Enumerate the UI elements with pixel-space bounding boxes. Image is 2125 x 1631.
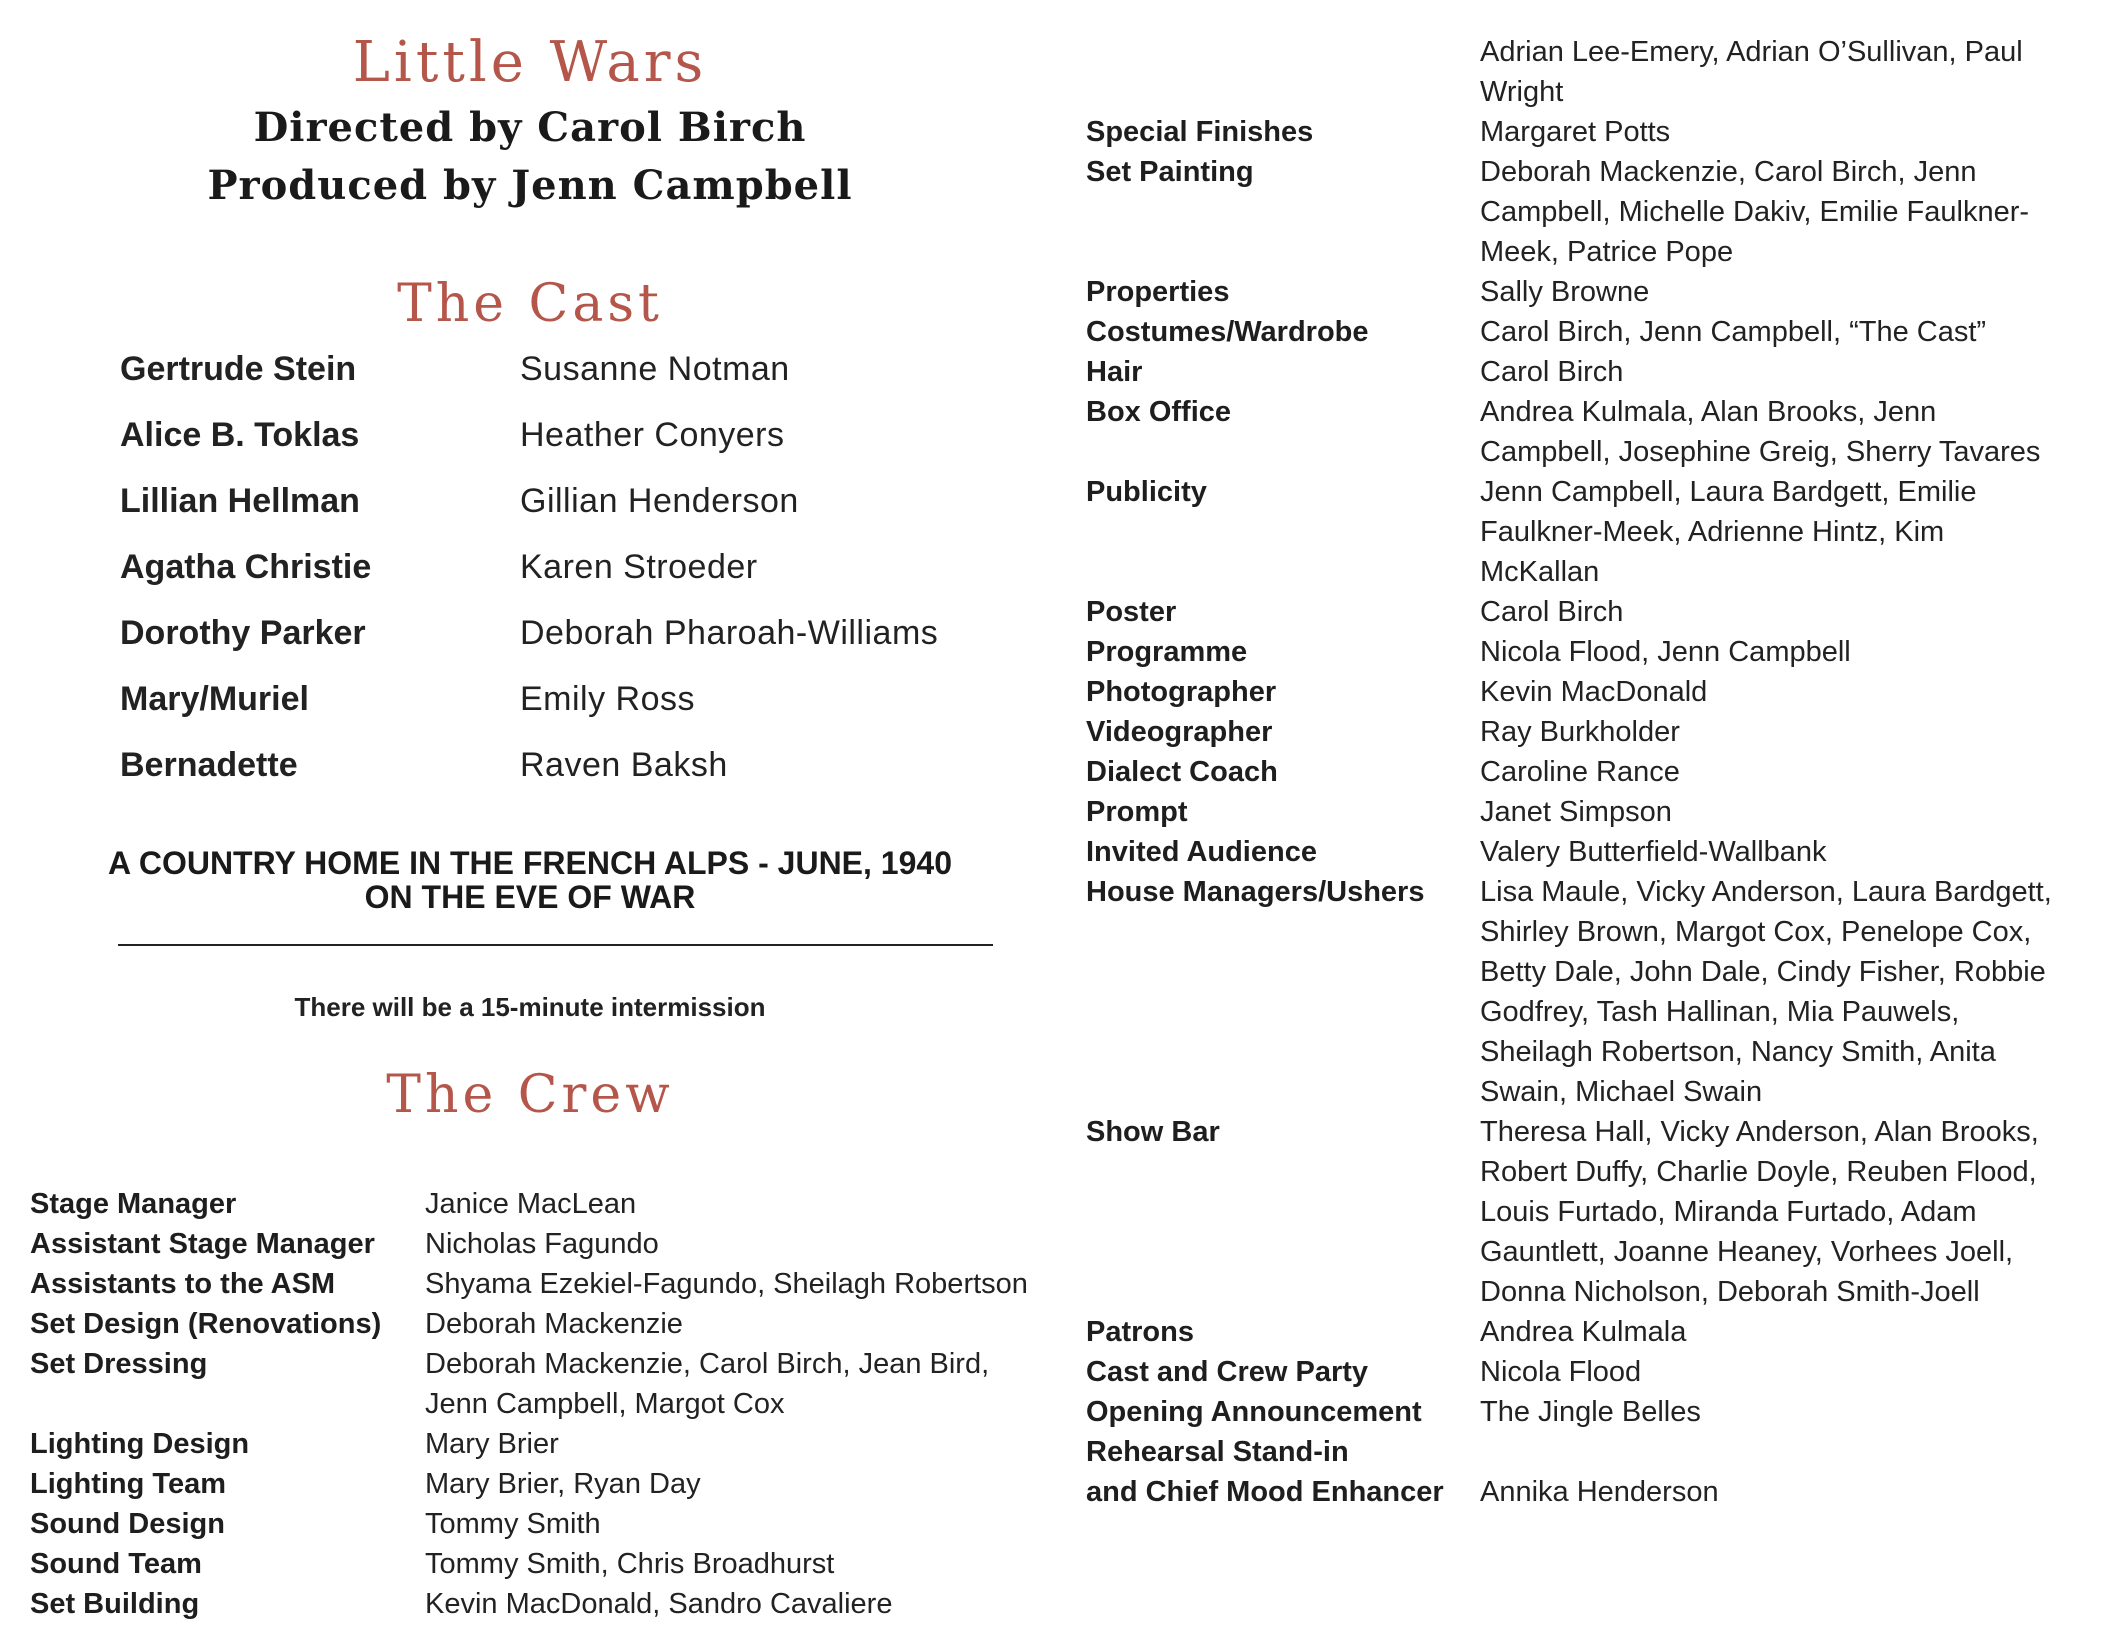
- crew-row: [30, 1224, 1080, 1264]
- crew-names: Andrea Kulmala: [1480, 1316, 1687, 1348]
- crew-names: Nicholas Fagundo: [425, 1228, 659, 1260]
- crew-row: [30, 1464, 1080, 1504]
- crew-role: Poster: [1086, 596, 1177, 628]
- crew-names: Janet Simpson: [1480, 796, 1672, 828]
- crew-names: Deborah Mackenzie: [425, 1308, 683, 1340]
- crew-row: [1086, 832, 2116, 872]
- crew-names: Andrea Kulmala, Alan Brooks, Jenn Campbell, Josephine Greig, Sherry Tavares: [1480, 396, 2041, 468]
- crew-names: Deborah Mackenzie, Carol Birch, Jenn Campbell, Michelle Dakiv, Emilie Faulkner-Meek, Patrice Pope: [1480, 156, 2030, 268]
- cast-actor: Gillian Henderson: [520, 482, 799, 520]
- crew-role: Sound Team: [30, 1548, 202, 1580]
- crew-names: Valery Butterfield-Wallbank: [1480, 836, 1827, 868]
- crew-row: [1086, 1392, 2116, 1432]
- crew-role: Assistants to the ASM: [30, 1268, 336, 1300]
- setting-line-1: A COUNTRY HOME IN THE FRENCH ALPS - JUNE, 1940: [108, 845, 952, 881]
- crew-names: Nicola Flood, Jenn Campbell: [1480, 636, 1851, 668]
- crew-names: Janice MacLean: [425, 1188, 637, 1220]
- crew-role: Publicity: [1086, 476, 1207, 508]
- cast-actor: Susanne Notman: [520, 350, 790, 388]
- crew-role: Stage Manager: [30, 1188, 237, 1220]
- crew-row: [30, 1344, 1080, 1424]
- crew-role: Patrons: [1086, 1316, 1194, 1348]
- crew-names: Ray Burkholder: [1480, 716, 1680, 748]
- crew-row: [1086, 1312, 2116, 1352]
- crew-role: Prompt: [1086, 796, 1188, 828]
- crew-names: [1480, 1432, 2060, 1472]
- crew-role: Special Finishes: [1086, 116, 1314, 148]
- cast-heading: The Cast: [397, 274, 663, 334]
- crew-row: [1086, 1112, 2116, 1312]
- crew-names: Annika Henderson: [1480, 1476, 1719, 1508]
- crew-row: [1086, 672, 2116, 712]
- crew-list-right: [1086, 32, 2116, 1512]
- crew-role: Lighting Team: [30, 1468, 227, 1500]
- crew-role: House Managers/Ushers: [1086, 876, 1425, 908]
- crew-role: Set Dressing: [30, 1348, 208, 1380]
- crew-role: Opening Announcement: [1086, 1396, 1422, 1428]
- crew-row: [1086, 752, 2116, 792]
- crew-row: [1086, 152, 2116, 272]
- crew-role: Programme: [1086, 636, 1248, 668]
- crew-names: Carol Birch, Jenn Campbell, “The Cast”: [1480, 316, 1987, 348]
- crew-names: The Jingle Belles: [1480, 1396, 1701, 1428]
- crew-role: Assistant Stage Manager: [30, 1228, 375, 1260]
- cast-actor: Heather Conyers: [520, 416, 785, 454]
- crew-list-left: [30, 1184, 1080, 1624]
- crew-role: Box Office: [1086, 396, 1232, 428]
- crew-row: [1086, 472, 2116, 592]
- crew-heading: The Crew: [386, 1065, 674, 1125]
- divider-rule: [118, 944, 993, 946]
- crew-row: [30, 1504, 1080, 1544]
- cast-row: [120, 746, 1020, 812]
- crew-role: Dialect Coach: [1086, 756, 1278, 788]
- cast-role: Gertrude Stein: [120, 350, 357, 388]
- cast-row: [120, 680, 1020, 746]
- crew-row: [30, 1544, 1080, 1584]
- crew-role: Costumes/Wardrobe: [1086, 316, 1369, 348]
- crew-names: Kevin MacDonald: [1480, 676, 1708, 708]
- cast-actor: Karen Stroeder: [520, 548, 758, 586]
- crew-names: Tommy Smith, Chris Broadhurst: [425, 1548, 835, 1580]
- crew-role: Hair: [1086, 356, 1143, 388]
- crew-row: [30, 1424, 1080, 1464]
- setting-line-2: ON THE EVE OF WAR: [364, 879, 696, 915]
- cast-row: [120, 482, 1020, 548]
- play-title: Little Wars: [352, 30, 708, 95]
- cast-role: Mary/Muriel: [120, 680, 309, 718]
- cast-actor: Raven Baksh: [520, 746, 728, 784]
- cast-actor: Emily Ross: [520, 680, 696, 718]
- crew-row: [1086, 712, 2116, 752]
- crew-row: [1086, 1472, 2116, 1512]
- crew-row: [1086, 272, 2116, 312]
- crew-names: Adrian Lee-Emery, Adrian O’Sullivan, Paul Wright: [1480, 36, 2023, 108]
- crew-names: Jenn Campbell, Laura Bardgett, Emilie Faulkner-Meek, Adrienne Hintz, Kim McKallan: [1480, 476, 1977, 588]
- intermission-note: There will be a 15-minute intermission: [294, 992, 766, 1022]
- crew-role: Lighting Design: [30, 1428, 250, 1460]
- crew-row: [1086, 1432, 2116, 1472]
- crew-names: Caroline Rance: [1480, 756, 1680, 788]
- crew-role: Sound Design: [30, 1508, 225, 1540]
- crew-row: [1086, 32, 2116, 112]
- crew-names: Deborah Mackenzie, Carol Birch, Jean Bird, Jenn Campbell, Margot Cox: [425, 1348, 990, 1420]
- crew-role: Set Building: [30, 1588, 200, 1620]
- cast-role: Agatha Christie: [120, 548, 372, 586]
- cast-row: [120, 416, 1020, 482]
- crew-row: [1086, 792, 2116, 832]
- crew-role: Photographer: [1086, 676, 1277, 708]
- crew-role: Rehearsal Stand-in: [1086, 1436, 1349, 1468]
- crew-names: Theresa Hall, Vicky Anderson, Alan Brooks, Robert Duffy, Charlie Doyle, Reuben Flood, Louis Furtado, Miranda Furtado, Adam Gauntlett, Joanne Heaney, Vorhees Joell, Donna Nicholson, Deborah Smith-Joell: [1480, 1116, 2039, 1308]
- crew-role: Properties: [1086, 276, 1230, 308]
- crew-role: Videographer: [1086, 716, 1273, 748]
- crew-names: Carol Birch: [1480, 596, 1624, 628]
- crew-names: Mary Brier, Ryan Day: [425, 1468, 701, 1500]
- crew-row: [1086, 312, 2116, 352]
- crew-names: Mary Brier: [425, 1428, 559, 1460]
- crew-names: Sally Browne: [1480, 276, 1650, 308]
- crew-row: [1086, 872, 2116, 1112]
- cast-actor: Deborah Pharoah-Williams: [520, 614, 939, 652]
- crew-row: [1086, 1352, 2116, 1392]
- crew-row: [30, 1264, 1080, 1304]
- crew-row: [30, 1584, 1080, 1624]
- crew-names: Carol Birch: [1480, 356, 1624, 388]
- crew-row: [30, 1304, 1080, 1344]
- crew-names: Lisa Maule, Vicky Anderson, Laura Bardgett, Shirley Brown, Margot Cox, Penelope Cox, Betty Dale, John Dale, Cindy Fisher, Robbie Godfrey, Tash Hallinan, Mia Pauwels, Sheilagh Robertson, Nancy Smith, Anita Swain, Michael Swain: [1480, 876, 2052, 1108]
- cast-row: [120, 548, 1020, 614]
- cast-role: Bernadette: [120, 746, 298, 784]
- crew-role: and Chief Mood Enhancer: [1086, 1476, 1444, 1508]
- cast-row: [120, 614, 1020, 680]
- crew-names: Margaret Potts: [1480, 116, 1671, 148]
- crew-role: Cast and Crew Party: [1086, 1356, 1369, 1388]
- crew-role: Set Painting: [1086, 156, 1254, 188]
- cast-role: Dorothy Parker: [120, 614, 366, 652]
- crew-role: Set Design (Renovations): [30, 1308, 382, 1340]
- cast-row: [120, 350, 1020, 416]
- crew-row: [1086, 392, 2116, 472]
- cast-role: Alice B. Toklas: [120, 416, 360, 454]
- setting-description: [0, 846, 1060, 914]
- crew-names: Nicola Flood: [1480, 1356, 1642, 1388]
- crew-role: Show Bar: [1086, 1116, 1220, 1148]
- crew-names: Kevin MacDonald, Sandro Cavaliere: [425, 1588, 893, 1620]
- cast-list: [120, 350, 1020, 812]
- producer-credit: Produced by Jenn Campbell: [207, 162, 853, 209]
- cast-role: Lillian Hellman: [120, 482, 360, 520]
- crew-names: Shyama Ezekiel-Fagundo, Sheilagh Robertson: [425, 1268, 1028, 1300]
- director-credit: Directed by Carol Birch: [253, 104, 807, 151]
- crew-row: [1086, 112, 2116, 152]
- crew-row: [1086, 352, 2116, 392]
- crew-row: [1086, 632, 2116, 672]
- crew-row: [1086, 592, 2116, 632]
- crew-names: Tommy Smith: [425, 1508, 601, 1540]
- crew-row: [30, 1184, 1080, 1224]
- crew-role: Invited Audience: [1086, 836, 1317, 868]
